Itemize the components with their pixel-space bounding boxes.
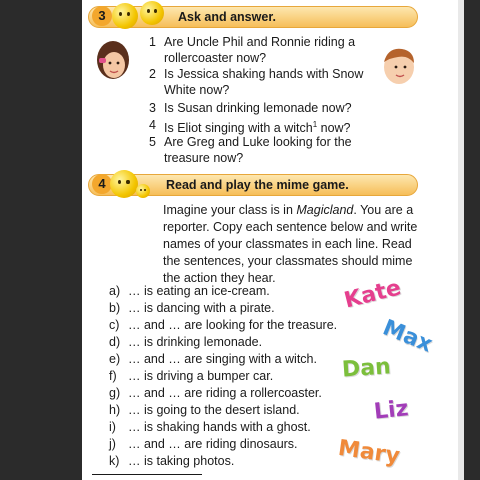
list-letter: h) (109, 403, 121, 417)
list-text: … is dancing with a pirate. (128, 301, 275, 315)
name-liz: Liz (372, 396, 410, 425)
list-text: … is taking photos. (128, 454, 235, 468)
instructions-text: . You are a reporter. Copy each sentence below and write names of your classmates in each line. Read the sentences, your classmates should mime the action they hear. (163, 203, 418, 285)
boy-face-icon (380, 45, 418, 87)
list-text: … and … are riding dinosaurs. (128, 437, 298, 451)
list-text: … is eating an ice-cream. (128, 284, 270, 298)
question-number: 4 (149, 118, 156, 132)
smiley-icon (110, 170, 138, 198)
list-item (109, 437, 298, 451)
girl-face-icon (96, 40, 130, 84)
name-dan: Dan (341, 354, 392, 383)
list-text: … is shaking hands with a ghost. (128, 420, 311, 434)
question-text-part: Is Eliot singing with a witch (164, 121, 313, 136)
question-text: Is Susan drinking lemonade now? (164, 101, 352, 115)
question-text-part: now? (317, 121, 351, 136)
smiley-icon (140, 1, 164, 25)
list-item (109, 301, 275, 315)
exercise-3-title: Ask and answer. (178, 10, 276, 24)
question-number: 3 (149, 101, 156, 115)
list-item (109, 403, 300, 417)
instructions-text-italic: Magicland (296, 203, 354, 217)
page-edge (458, 0, 464, 480)
list-letter: j) (109, 437, 116, 451)
list-item (109, 454, 234, 468)
question-number: 2 (149, 67, 156, 81)
list-letter: f) (109, 369, 117, 383)
list-item (109, 369, 273, 383)
list-letter: c) (109, 318, 120, 332)
question-number: 5 (149, 135, 156, 149)
footnote-divider (92, 474, 202, 475)
list-letter: g) (109, 386, 121, 400)
list-letter: k) (109, 454, 120, 468)
name-kate: Kate (341, 275, 404, 314)
textbook-page (82, 0, 458, 480)
list-text: … and … are singing with a witch. (128, 352, 317, 366)
exercise-4-title: Read and play the mime game. (166, 178, 349, 192)
list-item (109, 318, 337, 332)
list-item (109, 420, 311, 434)
list-item (109, 284, 270, 298)
list-item (109, 335, 262, 349)
list-text: … is drinking lemonade. (128, 335, 263, 349)
instructions-paragraph (163, 202, 418, 287)
exercise-3-number: 3 (92, 6, 112, 26)
smiley-icon (136, 184, 150, 198)
footnote-marker: 1 (312, 120, 318, 129)
name-mary: Mary (336, 435, 402, 470)
list-letter: e) (109, 352, 121, 366)
question-text: Is Jessica shaking hands with Snow White now? (164, 67, 364, 97)
instructions-text: Imagine your class is in (163, 203, 297, 217)
list-item (109, 386, 322, 400)
list-text: … is driving a bumper car. (128, 369, 274, 383)
list-letter: i) (109, 420, 116, 434)
question-number: 1 (149, 35, 156, 49)
question-text: Are Uncle Phil and Ronnie riding a rollercoaster now? (164, 35, 356, 65)
list-text: … is going to the desert island. (128, 403, 300, 417)
smiley-icon (112, 3, 138, 29)
list-letter: d) (109, 335, 121, 349)
list-item (109, 352, 317, 366)
list-text: … and … are riding a rollercoaster. (128, 386, 322, 400)
list-letter: b) (109, 301, 121, 315)
name-max: Max (379, 315, 436, 358)
exercise-4-number: 4 (92, 174, 112, 194)
question-text: Are Greg and Luke looking for the treasure now? (164, 135, 352, 165)
list-text: … and … are looking for the treasure. (128, 318, 338, 332)
list-letter: a) (109, 284, 121, 298)
